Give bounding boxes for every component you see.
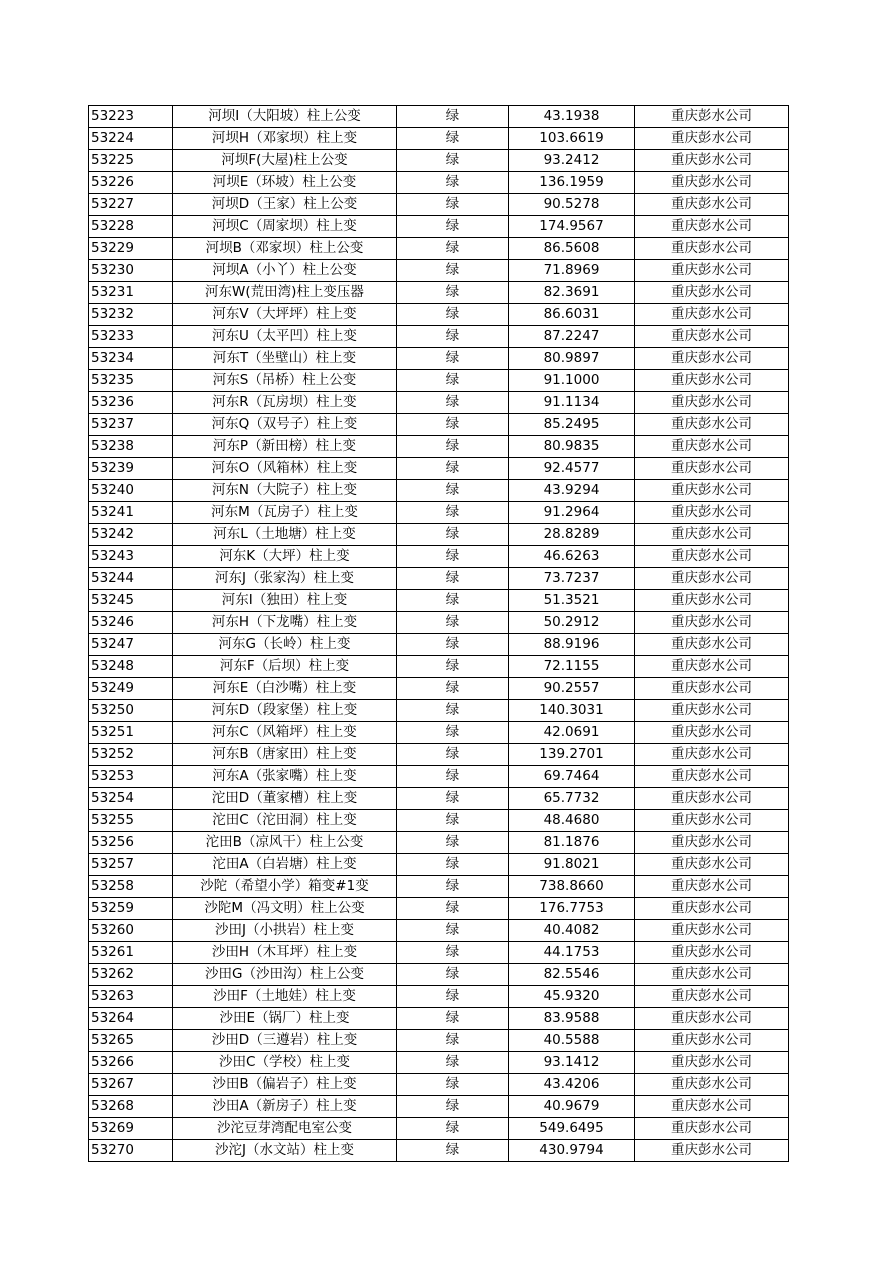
cell-organization: 重庆彭水公司 [635,238,789,260]
cell-status: 绿 [397,700,509,722]
cell-id: 53229 [89,238,173,260]
table-row [89,788,789,810]
table-row [89,502,789,524]
cell-status: 绿 [397,524,509,546]
cell-value: 93.1412 [509,1052,635,1074]
cell-organization: 重庆彭水公司 [635,370,789,392]
cell-name: 沙田F（土地娃）柱上变 [173,986,397,1008]
cell-name: 沱田C（沱田洞）柱上变 [173,810,397,832]
cell-value: 103.6619 [509,128,635,150]
table-row [89,216,789,238]
cell-status: 绿 [397,1118,509,1140]
cell-value: 430.9794 [509,1140,635,1162]
cell-value: 43.9294 [509,480,635,502]
cell-organization: 重庆彭水公司 [635,722,789,744]
cell-organization: 重庆彭水公司 [635,260,789,282]
cell-id: 53239 [89,458,173,480]
cell-value: 140.3031 [509,700,635,722]
cell-id: 53223 [89,106,173,128]
cell-id: 53266 [89,1052,173,1074]
table-row [89,1052,789,1074]
cell-value: 46.6263 [509,546,635,568]
cell-name: 沙田H（木耳坪）柱上变 [173,942,397,964]
table-row [89,656,789,678]
cell-organization: 重庆彭水公司 [635,986,789,1008]
cell-name: 沙田E（锅厂）柱上变 [173,1008,397,1030]
cell-value: 65.7732 [509,788,635,810]
cell-status: 绿 [397,1096,509,1118]
cell-id: 53225 [89,150,173,172]
cell-id: 53259 [89,898,173,920]
cell-id: 53250 [89,700,173,722]
cell-organization: 重庆彭水公司 [635,458,789,480]
cell-name: 河坝H（邓家坝）柱上变 [173,128,397,150]
cell-status: 绿 [397,502,509,524]
cell-id: 53260 [89,920,173,942]
table-row [89,282,789,304]
cell-value: 51.3521 [509,590,635,612]
cell-value: 42.0691 [509,722,635,744]
cell-name: 河坝D（王家）柱上公变 [173,194,397,216]
cell-value: 40.9679 [509,1096,635,1118]
table-row [89,1118,789,1140]
table-row [89,106,789,128]
cell-value: 71.8969 [509,260,635,282]
cell-id: 53224 [89,128,173,150]
cell-value: 136.1959 [509,172,635,194]
cell-name: 河东G（长岭）柱上变 [173,634,397,656]
cell-value: 139.2701 [509,744,635,766]
cell-value: 73.7237 [509,568,635,590]
cell-id: 53254 [89,788,173,810]
table-row [89,392,789,414]
cell-name: 河东V（大坪坪）柱上变 [173,304,397,326]
cell-id: 53241 [89,502,173,524]
cell-name: 沙田G（沙田沟）柱上公变 [173,964,397,986]
cell-name: 河东I（独田）柱上变 [173,590,397,612]
cell-status: 绿 [397,282,509,304]
table-row [89,304,789,326]
cell-organization: 重庆彭水公司 [635,1052,789,1074]
table-row [89,1096,789,1118]
cell-organization: 重庆彭水公司 [635,612,789,634]
cell-organization: 重庆彭水公司 [635,392,789,414]
cell-value: 738.8660 [509,876,635,898]
table-row [89,546,789,568]
cell-id: 53236 [89,392,173,414]
cell-value: 85.2495 [509,414,635,436]
table-row [89,612,789,634]
cell-name: 河东C（风箱坪）柱上变 [173,722,397,744]
cell-name: 河坝B（邓家坝）柱上公变 [173,238,397,260]
cell-status: 绿 [397,854,509,876]
cell-id: 53228 [89,216,173,238]
cell-status: 绿 [397,744,509,766]
cell-value: 28.8289 [509,524,635,546]
cell-status: 绿 [397,612,509,634]
cell-name: 河东N（大院子）柱上变 [173,480,397,502]
cell-id: 53240 [89,480,173,502]
cell-organization: 重庆彭水公司 [635,634,789,656]
cell-organization: 重庆彭水公司 [635,304,789,326]
cell-status: 绿 [397,656,509,678]
cell-id: 53243 [89,546,173,568]
cell-id: 53256 [89,832,173,854]
cell-organization: 重庆彭水公司 [635,832,789,854]
cell-status: 绿 [397,106,509,128]
cell-status: 绿 [397,1140,509,1162]
cell-organization: 重庆彭水公司 [635,414,789,436]
cell-organization: 重庆彭水公司 [635,216,789,238]
cell-id: 53253 [89,766,173,788]
cell-status: 绿 [397,1052,509,1074]
cell-name: 沙田D（三遵岩）柱上变 [173,1030,397,1052]
table-row [89,128,789,150]
cell-value: 86.5608 [509,238,635,260]
cell-id: 53255 [89,810,173,832]
cell-status: 绿 [397,986,509,1008]
cell-status: 绿 [397,128,509,150]
cell-name: 河东U（太平凹）柱上变 [173,326,397,348]
cell-name: 沱田B（凉风干）柱上公变 [173,832,397,854]
cell-name: 河东O（风箱林）柱上变 [173,458,397,480]
cell-name: 河东K（大坪）柱上变 [173,546,397,568]
cell-value: 72.1155 [509,656,635,678]
cell-status: 绿 [397,370,509,392]
table-row [89,370,789,392]
cell-value: 83.9588 [509,1008,635,1030]
cell-value: 93.2412 [509,150,635,172]
table-row [89,810,789,832]
cell-value: 91.8021 [509,854,635,876]
cell-name: 河东W(荒田湾)柱上变压器 [173,282,397,304]
cell-organization: 重庆彭水公司 [635,1030,789,1052]
cell-organization: 重庆彭水公司 [635,744,789,766]
table-row [89,634,789,656]
cell-value: 176.7753 [509,898,635,920]
cell-value: 86.6031 [509,304,635,326]
cell-value: 90.5278 [509,194,635,216]
table-row [89,436,789,458]
cell-status: 绿 [397,766,509,788]
cell-status: 绿 [397,942,509,964]
cell-organization: 重庆彭水公司 [635,766,789,788]
cell-value: 91.1134 [509,392,635,414]
cell-id: 53247 [89,634,173,656]
cell-name: 沱田A（白岩塘）柱上变 [173,854,397,876]
cell-status: 绿 [397,898,509,920]
table-row [89,326,789,348]
cell-organization: 重庆彭水公司 [635,172,789,194]
table-row [89,854,789,876]
cell-status: 绿 [397,634,509,656]
table-row [89,1140,789,1162]
cell-organization: 重庆彭水公司 [635,436,789,458]
cell-status: 绿 [397,920,509,942]
cell-organization: 重庆彭水公司 [635,876,789,898]
cell-organization: 重庆彭水公司 [635,568,789,590]
cell-status: 绿 [397,172,509,194]
cell-id: 53227 [89,194,173,216]
cell-id: 53249 [89,678,173,700]
table-row [89,238,789,260]
table-row [89,832,789,854]
cell-name: 河坝A（小丫）柱上公变 [173,260,397,282]
cell-value: 69.7464 [509,766,635,788]
cell-organization: 重庆彭水公司 [635,942,789,964]
cell-value: 40.4082 [509,920,635,942]
cell-organization: 重庆彭水公司 [635,128,789,150]
cell-organization: 重庆彭水公司 [635,106,789,128]
cell-name: 河东H（下龙嘴）柱上变 [173,612,397,634]
cell-value: 91.2964 [509,502,635,524]
cell-name: 河坝E（环坡）柱上公变 [173,172,397,194]
cell-organization: 重庆彭水公司 [635,480,789,502]
cell-status: 绿 [397,326,509,348]
cell-name: 沱田D（董家槽）柱上变 [173,788,397,810]
cell-id: 53270 [89,1140,173,1162]
table-row [89,1030,789,1052]
cell-organization: 重庆彭水公司 [635,1096,789,1118]
cell-name: 沙田B（偏岩子）柱上变 [173,1074,397,1096]
table-row [89,172,789,194]
cell-id: 53226 [89,172,173,194]
table-row [89,744,789,766]
table-row [89,458,789,480]
cell-id: 53237 [89,414,173,436]
cell-organization: 重庆彭水公司 [635,524,789,546]
cell-id: 53264 [89,1008,173,1030]
cell-name: 河东Q（双号子）柱上变 [173,414,397,436]
cell-name: 河坝C（周家坝）柱上变 [173,216,397,238]
table-row [89,260,789,282]
cell-status: 绿 [397,964,509,986]
table-row [89,986,789,1008]
cell-id: 53230 [89,260,173,282]
cell-organization: 重庆彭水公司 [635,678,789,700]
cell-id: 53231 [89,282,173,304]
cell-organization: 重庆彭水公司 [635,1008,789,1030]
cell-status: 绿 [397,876,509,898]
table-body [89,106,789,1162]
table-row [89,898,789,920]
cell-id: 53252 [89,744,173,766]
cell-organization: 重庆彭水公司 [635,194,789,216]
cell-id: 53248 [89,656,173,678]
cell-status: 绿 [397,150,509,172]
cell-status: 绿 [397,216,509,238]
cell-id: 53234 [89,348,173,370]
cell-value: 549.6495 [509,1118,635,1140]
cell-name: 沙田A（新房子）柱上变 [173,1096,397,1118]
cell-name: 沙田J（小拱岩）柱上变 [173,920,397,942]
cell-name: 河东P（新田榜）柱上变 [173,436,397,458]
cell-value: 91.1000 [509,370,635,392]
cell-value: 50.2912 [509,612,635,634]
cell-name: 河东M（瓦房子）柱上变 [173,502,397,524]
cell-status: 绿 [397,678,509,700]
cell-name: 沙沱豆芽湾配电室公变 [173,1118,397,1140]
cell-organization: 重庆彭水公司 [635,1074,789,1096]
cell-status: 绿 [397,810,509,832]
table-row [89,678,789,700]
cell-status: 绿 [397,546,509,568]
cell-organization: 重庆彭水公司 [635,502,789,524]
cell-name: 河东S（吊桥）柱上公变 [173,370,397,392]
transformer-data-table [88,105,789,1162]
cell-status: 绿 [397,194,509,216]
cell-status: 绿 [397,436,509,458]
cell-id: 53232 [89,304,173,326]
cell-status: 绿 [397,260,509,282]
table-row [89,766,789,788]
cell-organization: 重庆彭水公司 [635,590,789,612]
cell-value: 44.1753 [509,942,635,964]
cell-id: 53261 [89,942,173,964]
table-row [89,876,789,898]
cell-name: 河东D（段家堡）柱上变 [173,700,397,722]
cell-organization: 重庆彭水公司 [635,348,789,370]
cell-status: 绿 [397,392,509,414]
cell-value: 92.4577 [509,458,635,480]
cell-value: 174.9567 [509,216,635,238]
cell-name: 沙田C（学校）柱上变 [173,1052,397,1074]
cell-status: 绿 [397,480,509,502]
table-row [89,348,789,370]
cell-name: 河坝I（大阳坡）柱上公变 [173,106,397,128]
cell-value: 87.2247 [509,326,635,348]
table-row [89,568,789,590]
cell-id: 53242 [89,524,173,546]
cell-name: 河东R（瓦房坝）柱上变 [173,392,397,414]
data-table-container [88,105,788,1162]
table-row [89,722,789,744]
cell-value: 43.4206 [509,1074,635,1096]
cell-organization: 重庆彭水公司 [635,656,789,678]
table-row [89,524,789,546]
cell-organization: 重庆彭水公司 [635,700,789,722]
cell-organization: 重庆彭水公司 [635,546,789,568]
cell-status: 绿 [397,590,509,612]
table-row [89,194,789,216]
cell-organization: 重庆彭水公司 [635,920,789,942]
table-row [89,1008,789,1030]
table-row [89,480,789,502]
cell-value: 45.9320 [509,986,635,1008]
cell-organization: 重庆彭水公司 [635,788,789,810]
cell-name: 河东T（坐壁山）柱上变 [173,348,397,370]
table-row [89,942,789,964]
cell-status: 绿 [397,568,509,590]
cell-name: 河东E（白沙嘴）柱上变 [173,678,397,700]
table-row [89,590,789,612]
cell-organization: 重庆彭水公司 [635,810,789,832]
cell-organization: 重庆彭水公司 [635,854,789,876]
cell-id: 53269 [89,1118,173,1140]
cell-name: 沙陀（希望小学）箱变#1变 [173,876,397,898]
cell-value: 43.1938 [509,106,635,128]
cell-value: 80.9835 [509,436,635,458]
cell-status: 绿 [397,832,509,854]
table-row [89,414,789,436]
cell-organization: 重庆彭水公司 [635,898,789,920]
cell-id: 53265 [89,1030,173,1052]
cell-name: 河东L（土地塘）柱上变 [173,524,397,546]
cell-id: 53268 [89,1096,173,1118]
cell-value: 90.2557 [509,678,635,700]
cell-status: 绿 [397,1030,509,1052]
cell-status: 绿 [397,348,509,370]
cell-organization: 重庆彭水公司 [635,1140,789,1162]
table-row [89,920,789,942]
cell-organization: 重庆彭水公司 [635,282,789,304]
table-row [89,1074,789,1096]
table-row [89,964,789,986]
cell-name: 河坝F(大屋)柱上公变 [173,150,397,172]
cell-value: 40.5588 [509,1030,635,1052]
cell-status: 绿 [397,1008,509,1030]
cell-id: 53258 [89,876,173,898]
cell-id: 53262 [89,964,173,986]
cell-name: 河东B（唐家田）柱上变 [173,744,397,766]
cell-status: 绿 [397,414,509,436]
cell-value: 82.5546 [509,964,635,986]
cell-id: 53267 [89,1074,173,1096]
cell-id: 53233 [89,326,173,348]
cell-status: 绿 [397,238,509,260]
cell-id: 53257 [89,854,173,876]
cell-value: 48.4680 [509,810,635,832]
cell-value: 80.9897 [509,348,635,370]
cell-organization: 重庆彭水公司 [635,964,789,986]
cell-id: 53235 [89,370,173,392]
cell-organization: 重庆彭水公司 [635,1118,789,1140]
cell-id: 53251 [89,722,173,744]
cell-value: 88.9196 [509,634,635,656]
cell-name: 河东A（张家嘴）柱上变 [173,766,397,788]
table-row [89,700,789,722]
cell-organization: 重庆彭水公司 [635,326,789,348]
cell-status: 绿 [397,722,509,744]
cell-id: 53245 [89,590,173,612]
cell-value: 82.3691 [509,282,635,304]
cell-status: 绿 [397,788,509,810]
cell-name: 河东J（张家沟）柱上变 [173,568,397,590]
cell-name: 沙沱J（水文站）柱上变 [173,1140,397,1162]
cell-id: 53244 [89,568,173,590]
cell-status: 绿 [397,1074,509,1096]
cell-name: 沙陀M（冯文明）柱上公变 [173,898,397,920]
cell-status: 绿 [397,304,509,326]
cell-status: 绿 [397,458,509,480]
cell-id: 53246 [89,612,173,634]
cell-organization: 重庆彭水公司 [635,150,789,172]
cell-value: 81.1876 [509,832,635,854]
cell-name: 河东F（后坝）柱上变 [173,656,397,678]
cell-id: 53238 [89,436,173,458]
table-row [89,150,789,172]
cell-id: 53263 [89,986,173,1008]
